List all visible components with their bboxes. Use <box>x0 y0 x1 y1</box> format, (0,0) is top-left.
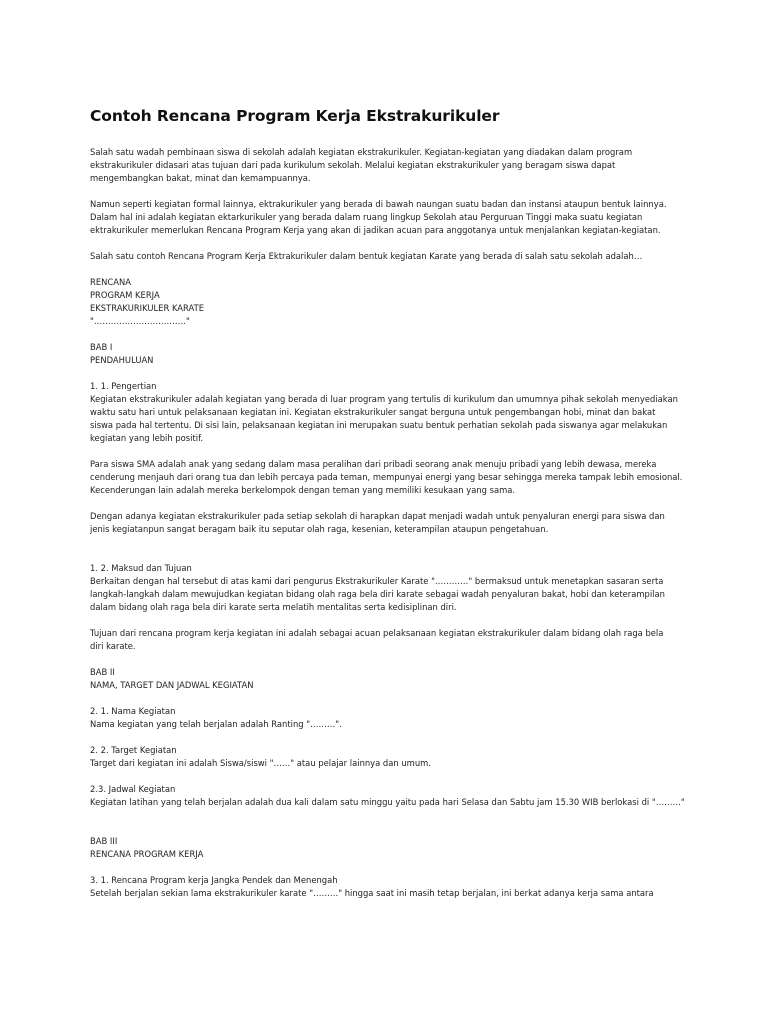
text-line: waktu satu hari untuk pelaksanaan kegiatan ini. Kegiatan ekstrakurikuler sangat berguna untuk pengembangan hobi, minat dan bakat <box>90 407 656 417</box>
heading-line: RENCANA <box>90 277 131 287</box>
text-line: cenderung menjauh dari orang tua dan lebih percaya pada teman, mempunyai energi yang besar sehingga mereka tampak lebih emosional. <box>90 472 683 482</box>
section-title: 2. 2. Target Kegiatan <box>90 745 177 755</box>
text-line: Nama kegiatan yang telah berjalan adalah Ranting "………". <box>90 719 342 729</box>
text-line: jenis kegiatanpun sangat beragam baik itu seputar olah raga, kesenian, keterampilan ataupun pengetahuan. <box>90 524 549 534</box>
text-line: Target dari kegiatan ini adalah Siswa/siswi "……" atau pelajar lainnya dan umum. <box>90 758 431 768</box>
document-body <box>90 146 690 913</box>
text-line: Dengan adanya kegiatan ekstrakurikuler pada setiap sekolah di harapkan dapat menjadi wadah untuk penyaluran energi para siswa dan <box>90 511 665 521</box>
bab1-section1-paragraph3 <box>90 510 690 536</box>
section-title: 1. 1. Pengertian <box>90 381 157 391</box>
bab3-section1 <box>90 874 690 900</box>
bab1-section1 <box>90 380 690 445</box>
chapter-label: BAB III <box>90 836 118 846</box>
intro-paragraph-1 <box>90 146 690 185</box>
bab3-heading <box>90 835 690 861</box>
text-line: Dalam hal ini adalah kegiatan ektarkurikuler yang berada dalam ruang lingkup Sekolah atau Perguruan Tinggi maka suatu kegiatan <box>90 212 643 222</box>
text-line: Kecenderungan lain adalah mereka berkelompok dengan teman yang memiliki kesukaan yang sama. <box>90 485 516 495</box>
section-title: 2.3. Jadwal Kegiatan <box>90 784 176 794</box>
text-line: Setelah berjalan sekian lama ekstrakurikuler karate "………" hingga saat ini masih tetap berjalan, ini berkat adanya kerja sama antara <box>90 888 654 898</box>
text-line: Berkaitan dengan hal tersebut di atas kami dari pengurus Ekstrakurikuler Karate "…………" bermaksud untuk menetapkan sasaran serta <box>90 576 664 586</box>
bab1-section2 <box>90 562 690 614</box>
intro-paragraph-2 <box>90 198 690 237</box>
text-line: ektrakurikuler memerlukan Rencana Program Kerja yang akan di jadikan acuan para anggotanya untuk menjalankan kegiatan-kegiatan. <box>90 225 661 235</box>
section-title: 2. 1. Nama Kegiatan <box>90 706 176 716</box>
heading-line: EKSTRAKURIKULER KARATE <box>90 303 204 313</box>
text-line: kegiatan yang lebih positif. <box>90 433 204 443</box>
chapter-name: RENCANA PROGRAM KERJA <box>90 849 204 859</box>
bab1-section2-paragraph2 <box>90 627 690 653</box>
program-heading <box>90 276 690 328</box>
bab2-section2 <box>90 744 690 770</box>
text-line: Kegiatan ekstrakurikuler adalah kegiatan yang berada di luar program yang tertulis di kurikulum dan umumnya pihak sekolah menyediakan <box>90 394 678 404</box>
chapter-name: NAMA, TARGET DAN JADWAL KEGIATAN <box>90 680 254 690</box>
text-line: diri karate. <box>90 641 136 651</box>
bab2-section3 <box>90 783 690 809</box>
chapter-label: BAB II <box>90 667 115 677</box>
text-line: siswa pada hal tertentu. Di sisi lain, pelaksanaan kegiatan ini merupakan suatu bentuk perhatian sekolah pada siswanya agar melakukan <box>90 420 668 430</box>
heading-line: PROGRAM KERJA <box>90 290 160 300</box>
section-title: 1. 2. Maksud dan Tujuan <box>90 563 192 573</box>
text-line: ekstrakurikuler didasari atas tujuan dari pada kurikulum sekolah. Melalui kegiatan ekstrakurikuler yang beragam siswa dapat <box>90 160 616 170</box>
bab1-heading <box>90 341 690 367</box>
text-line: Salah satu wadah pembinaan siswa di sekolah adalah kegiatan ekstrakurikuler. Kegiatan-kegiatan yang diadakan dalam program <box>90 147 633 157</box>
text-line: langkah-langkah dalam mewujudkan kegiatan bidang olah raga bela diri karate sebagai wadah penyaluran bakat, hobi dan keterampilan <box>90 589 665 599</box>
text-line: mengembangkan bakat, minat dan kemampuannya. <box>90 173 311 183</box>
chapter-name: PENDAHULUAN <box>90 355 154 365</box>
text-line: Salah satu contoh Rencana Program Kerja Ektrakurikuler dalam bentuk kegiatan Karate yang berada di salah satu sekolah adalah… <box>90 251 643 261</box>
section-title: 3. 1. Rencana Program kerja Jangka Pendek dan Menengah <box>90 875 338 885</box>
chapter-label: BAB I <box>90 342 113 352</box>
text-line: Kegiatan latihan yang telah berjalan adalah dua kali dalam satu minggu yaitu pada hari Selasa dan Sabtu jam 15.30 WIB berlokasi di "………" <box>90 797 685 807</box>
text-line: dalam bidang olah raga bela diri karate serta melatih mentalitas serta kedisiplinan diri. <box>90 602 457 612</box>
bab1-section1-paragraph2 <box>90 458 690 497</box>
text-line: Para siswa SMA adalah anak yang sedang dalam masa peralihan dari pribadi seorang anak menuju pribadi yang lebih dewasa, mereka <box>90 459 657 469</box>
intro-paragraph-3 <box>90 250 690 263</box>
text-line: Tujuan dari rencana program kerja kegiatan ini adalah sebagai acuan pelaksanaan kegiatan ekstrakurikuler dalam bidang olah raga bela <box>90 628 664 638</box>
heading-line: "……………………………" <box>90 316 190 326</box>
text-line: Namun seperti kegiatan formal lainnya, ektrakurikuler yang berada di bawah naungan suatu badan dan instansi ataupun bentuk lainnya. <box>90 199 667 209</box>
bab2-section1 <box>90 705 690 731</box>
document-title: Contoh Rencana Program Kerja Ekstrakurikuler <box>90 107 500 125</box>
bab2-heading <box>90 666 690 692</box>
